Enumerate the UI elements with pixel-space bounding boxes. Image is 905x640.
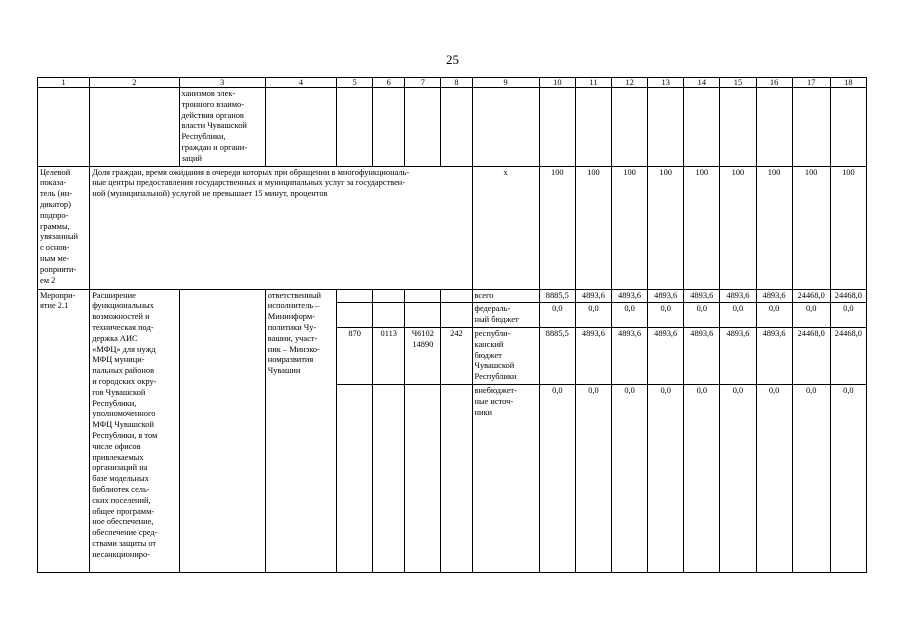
funding-value: 4893,6 bbox=[648, 327, 684, 384]
funding-value: 4893,6 bbox=[684, 289, 720, 303]
text-line: и городских окру- bbox=[92, 376, 157, 386]
text-line: держка АИС bbox=[92, 333, 138, 343]
text-line: граммы, bbox=[40, 221, 70, 231]
funding-value: 0,0 bbox=[756, 384, 792, 572]
funding-value: 0,0 bbox=[720, 303, 756, 328]
text-line: привлекаемых bbox=[92, 452, 144, 462]
empty-cell bbox=[684, 88, 720, 167]
text-line: организаций на bbox=[92, 463, 148, 473]
empty-cell bbox=[720, 88, 756, 167]
empty-cell bbox=[179, 289, 265, 572]
text-line: Республики bbox=[474, 372, 517, 382]
text-line: ских поселений, bbox=[92, 495, 151, 505]
text-line: Целевой bbox=[40, 167, 71, 177]
empty-cell bbox=[792, 88, 830, 167]
text-line: Мининформ- bbox=[267, 312, 315, 322]
text-line: техническая под- bbox=[92, 322, 154, 332]
empty-cell bbox=[265, 88, 336, 167]
text-line: Меропри- bbox=[40, 290, 76, 300]
measure-description bbox=[90, 289, 179, 572]
text-line: роприяти- bbox=[40, 264, 77, 274]
empty-cell bbox=[405, 289, 441, 303]
text-line: вашии, участ- bbox=[267, 333, 318, 343]
measure-executor bbox=[265, 289, 336, 572]
text-line: ным ме- bbox=[40, 253, 70, 263]
funding-value: 4893,6 bbox=[720, 289, 756, 303]
indicator-value: 100 bbox=[648, 166, 684, 289]
empty-cell bbox=[337, 88, 373, 167]
funding-value: 0,0 bbox=[612, 384, 648, 572]
col-number: 16 bbox=[756, 78, 792, 88]
indicator-value: 100 bbox=[684, 166, 720, 289]
funding-value: 4893,6 bbox=[575, 327, 611, 384]
text-line: библиотек сель- bbox=[92, 484, 150, 494]
text-line: подпро- bbox=[40, 210, 69, 220]
funding-value: 8885,5 bbox=[539, 289, 575, 303]
text-line: МФЦ Чувашской bbox=[92, 420, 154, 430]
empty-cell bbox=[373, 303, 405, 328]
column-number-row bbox=[38, 78, 867, 88]
continuation-row bbox=[38, 88, 867, 167]
indicator-source: х bbox=[472, 166, 539, 289]
col-number: 5 bbox=[337, 78, 373, 88]
funding-value: 0,0 bbox=[684, 303, 720, 328]
col-number: 8 bbox=[441, 78, 472, 88]
text-line: тель (ин- bbox=[40, 189, 73, 199]
text-line: показа- bbox=[40, 178, 67, 188]
empty-cell bbox=[337, 289, 373, 303]
indicator-label bbox=[38, 166, 90, 289]
funding-value: 0,0 bbox=[575, 303, 611, 328]
text-line: тронного взаимо- bbox=[181, 99, 245, 109]
funding-value: 24468,0 bbox=[830, 327, 866, 384]
text-line: номразвития bbox=[267, 355, 314, 365]
funding-value: 4893,6 bbox=[612, 327, 648, 384]
text-line: внебюджет- bbox=[474, 385, 517, 395]
funding-source bbox=[472, 384, 539, 572]
text-line: пальных районов bbox=[92, 366, 155, 376]
text-line: гов Чувашской bbox=[92, 387, 146, 397]
col-number: 14 bbox=[684, 78, 720, 88]
empty-cell bbox=[441, 88, 472, 167]
funding-value: 4893,6 bbox=[684, 327, 720, 384]
text-line: ные центры предоставления государственных и муниципальных услуг за государствен- bbox=[92, 178, 406, 188]
text-line: заций bbox=[181, 153, 202, 163]
text-line: бюджет bbox=[474, 350, 502, 360]
text-line: Расширение bbox=[92, 290, 136, 300]
text-line: дикатор) bbox=[40, 199, 71, 209]
empty-cell bbox=[472, 88, 539, 167]
funding-row-total bbox=[38, 289, 867, 303]
text-line: ствами защиты от bbox=[92, 538, 157, 548]
text-line: Республики, в том bbox=[92, 430, 158, 440]
funding-value: 0,0 bbox=[792, 384, 830, 572]
col-number: 6 bbox=[373, 78, 405, 88]
indicator-value: 100 bbox=[539, 166, 575, 289]
funding-value: 4893,6 bbox=[756, 327, 792, 384]
funding-value: 8885,5 bbox=[539, 327, 575, 384]
empty-cell bbox=[756, 88, 792, 167]
empty-cell bbox=[441, 289, 472, 303]
page-number: 25 bbox=[446, 52, 459, 67]
text-line: базе модельных bbox=[92, 474, 149, 484]
text-line: ятие 2.1 bbox=[40, 301, 69, 311]
funding-value: 0,0 bbox=[612, 303, 648, 328]
indicator-value: 100 bbox=[575, 166, 611, 289]
text-line: возможностей и bbox=[92, 312, 150, 322]
text-line: уполномоченного bbox=[92, 409, 156, 419]
empty-cell bbox=[612, 88, 648, 167]
indicator-value: 100 bbox=[792, 166, 830, 289]
text-line: Доля граждан, время ожидания в очереди которых при обращении в многофункциональ- bbox=[92, 167, 410, 177]
col-number: 15 bbox=[720, 78, 756, 88]
text-line: Чувашии bbox=[267, 366, 301, 376]
text-line: Ч6102 bbox=[411, 328, 434, 338]
empty-cell bbox=[405, 303, 441, 328]
text-line: ники bbox=[474, 407, 493, 417]
funding-value: 4893,6 bbox=[612, 289, 648, 303]
text-line: граждан и органи- bbox=[181, 142, 248, 152]
col-number: 10 bbox=[539, 78, 575, 88]
text-line: республи- bbox=[474, 328, 511, 338]
text-line: ханизмов элек- bbox=[181, 89, 236, 98]
text-line: ем 2 bbox=[40, 275, 56, 285]
empty-cell bbox=[830, 88, 866, 167]
text-line: с основ- bbox=[40, 243, 70, 253]
funding-value: 4893,6 bbox=[756, 289, 792, 303]
text-line: исполнитель – bbox=[267, 301, 320, 311]
text-line: «МФЦ» для нужд bbox=[92, 344, 156, 354]
text-line: ник – Минэко- bbox=[267, 344, 320, 354]
text-line: Республики, bbox=[92, 398, 137, 408]
col-number: 11 bbox=[575, 78, 611, 88]
col-number: 3 bbox=[179, 78, 265, 88]
funding-value: 24468,0 bbox=[792, 289, 830, 303]
text-line: функциональных bbox=[92, 301, 154, 311]
measure-label bbox=[38, 289, 90, 572]
empty-cell bbox=[373, 289, 405, 303]
funding-value: 24468,0 bbox=[792, 327, 830, 384]
target-article bbox=[405, 327, 441, 384]
funding-source bbox=[472, 289, 539, 303]
cont-col3 bbox=[179, 88, 265, 167]
funding-value: 0,0 bbox=[539, 384, 575, 572]
funding-value: 0,0 bbox=[830, 303, 866, 328]
grbs-code: 870 bbox=[337, 327, 373, 384]
col-number: 7 bbox=[405, 78, 441, 88]
funding-value: 0,0 bbox=[756, 303, 792, 328]
col-number: 12 bbox=[612, 78, 648, 88]
indicator-value: 100 bbox=[756, 166, 792, 289]
col-number: 18 bbox=[830, 78, 866, 88]
col-number: 2 bbox=[90, 78, 179, 88]
funding-value: 24468,0 bbox=[830, 289, 866, 303]
indicator-value: 100 bbox=[830, 166, 866, 289]
text-line: власти Чувашской bbox=[181, 121, 247, 131]
expense-type: 242 bbox=[441, 327, 472, 384]
funding-value: 4893,6 bbox=[648, 289, 684, 303]
funding-value: 4893,6 bbox=[575, 289, 611, 303]
empty-cell bbox=[405, 384, 441, 572]
text-line: общее программ- bbox=[92, 506, 155, 516]
text-line: обеспечение сред- bbox=[92, 528, 158, 538]
text-line: числе офисов bbox=[92, 441, 141, 451]
empty-cell bbox=[373, 384, 405, 572]
col-number: 4 bbox=[265, 78, 336, 88]
text-line: ное обеспечение, bbox=[92, 517, 154, 527]
text-line: федераль- bbox=[474, 304, 511, 314]
funding-value: 0,0 bbox=[648, 303, 684, 328]
col-number: 1 bbox=[38, 78, 90, 88]
text-line: всего bbox=[474, 290, 494, 300]
funding-value: 0,0 bbox=[720, 384, 756, 572]
text-line: ные источ- bbox=[474, 396, 514, 406]
funding-source bbox=[472, 303, 539, 328]
empty-cell bbox=[373, 88, 405, 167]
col-number: 17 bbox=[792, 78, 830, 88]
funding-value: 0,0 bbox=[830, 384, 866, 572]
funding-source bbox=[472, 327, 539, 384]
text-line: увязанный bbox=[40, 232, 78, 242]
text-line: несанкциониро- bbox=[92, 549, 150, 559]
funding-value: 0,0 bbox=[575, 384, 611, 572]
empty-cell bbox=[90, 88, 179, 167]
empty-cell bbox=[441, 384, 472, 572]
empty-cell bbox=[539, 88, 575, 167]
funding-value: 0,0 bbox=[648, 384, 684, 572]
text-line: ный бюджет bbox=[474, 315, 519, 325]
indicator-value: 100 bbox=[720, 166, 756, 289]
indicator-text bbox=[90, 166, 472, 289]
empty-cell bbox=[337, 303, 373, 328]
funding-value: 4893,6 bbox=[720, 327, 756, 384]
text-line: канский bbox=[474, 339, 504, 349]
text-line: ной (муниципальной) услугой не превышает 15 минут, процентов bbox=[92, 189, 328, 199]
indicator-row bbox=[38, 166, 867, 289]
text-line: действия органов bbox=[181, 110, 244, 120]
empty-cell bbox=[441, 303, 472, 328]
indicator-value: 100 bbox=[612, 166, 648, 289]
text-line: 14890 bbox=[412, 339, 434, 349]
funding-value: 0,0 bbox=[684, 384, 720, 572]
section-code: 0113 bbox=[373, 327, 405, 384]
funding-value: 0,0 bbox=[792, 303, 830, 328]
program-table bbox=[37, 77, 867, 573]
col-number: 9 bbox=[472, 78, 539, 88]
text-line: МФЦ муници- bbox=[92, 355, 145, 365]
text-line: Республики, bbox=[181, 132, 226, 142]
text-line: политики Чу- bbox=[267, 322, 317, 332]
text-line: Чувашской bbox=[474, 361, 515, 371]
empty-cell bbox=[575, 88, 611, 167]
empty-cell bbox=[337, 384, 373, 572]
empty-cell bbox=[38, 88, 90, 167]
empty-cell bbox=[405, 88, 441, 167]
funding-value: 0,0 bbox=[539, 303, 575, 328]
empty-cell bbox=[648, 88, 684, 167]
col-number: 13 bbox=[648, 78, 684, 88]
text-line: ответственный bbox=[267, 290, 321, 300]
